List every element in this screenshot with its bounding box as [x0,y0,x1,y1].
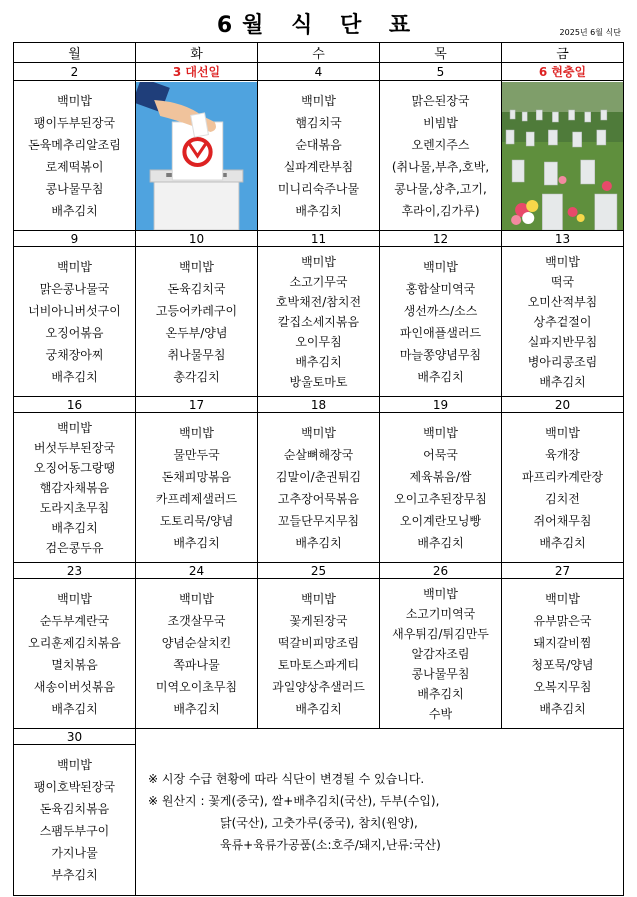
holiday-image-cell [136,81,258,231]
menu-item: 돈육메추리알조림 [28,137,121,152]
menu-item: 배추김치 [295,535,342,550]
menu-item: 백미밥 [301,591,336,606]
day-thu: 목 [380,43,502,63]
menu-item: 가지나물 [51,846,98,860]
menu-item: 백미밥 [423,586,458,601]
menu-item: 백미밥 [57,420,92,435]
menu-item: 조갯살무국 [167,613,226,628]
menu-item: 백미밥 [545,425,580,440]
menu-item: 백미밥 [57,259,92,274]
menu-item: 순살뼈해장국 [283,447,354,462]
menu-item: 마늘쫑양념무침 [399,347,482,362]
menu-item: 팽이호박된장국 [33,780,116,794]
menu-item: 백미밥 [545,254,580,269]
menu-item: 방울토마토 [289,374,348,389]
menu-item: 제육볶음/쌈 [409,469,472,484]
menu-item: 양념순살치킨 [161,635,232,650]
menu-cell [14,247,136,397]
note-line: 닭(국산), 고춧가루(중국), 참치(원양), [220,816,418,830]
date-cell-mon: 2 [14,63,136,81]
date-cell-tue: 17 [136,397,258,413]
date-cell-wed: 18 [258,397,380,413]
date-cell-tue: 3 대선일 [136,63,258,81]
page-title: 6월 식 단 표 [216,13,421,38]
menu-item: 순대볶음 [295,137,342,152]
menu-item: 햄김치국 [295,115,342,130]
menu-item: 오징어동그랑땡 [33,460,116,475]
election-vote-image [136,82,257,230]
menu-item: 맑은콩나물국 [39,281,110,296]
menu-item: 미니리숙주나물 [277,181,360,196]
date-cell-thu: 19 [380,397,502,413]
note-line: 육류+육류가공품(소:호주/돼지,난류:국산) [220,838,441,852]
menu-item: 오이고추된장무침 [394,491,487,506]
menu-cell [14,745,136,896]
menu-item: 병아리콩조림 [527,354,598,369]
menu-item: 배추김치 [539,535,586,550]
menu-item: 콩나물,상추,고기, [394,181,487,196]
menu-cell [502,247,624,397]
menu-item: 물만두국 [173,447,220,462]
menu-item: 홍합살미역국 [405,281,476,296]
menu-item: 배추김치 [539,374,586,389]
date-row [14,729,624,745]
menu-cell [502,413,624,563]
menu-row [14,81,624,231]
notes-cell [136,729,624,896]
menu-item: 상추겉절이 [533,314,592,329]
menu-cell [258,81,380,231]
menu-cell [258,579,380,729]
date-cell-wed: 4 [258,63,380,81]
menu-item: 배추김치 [51,520,98,535]
menu-cell [14,579,136,729]
menu-item: 배추김치 [417,369,464,384]
menu-item: 돼지갈비찜 [533,635,592,650]
date-cell-fri: 20 [502,397,624,413]
meal-table [13,42,624,896]
menu-item: 백미밥 [545,591,580,606]
page-subtitle: 2025년 6월 식단 [559,28,621,37]
menu-item: 고추장어묵볶음 [277,491,360,506]
menu-item: 실파지반무침 [527,334,598,349]
menu-item: 백미밥 [57,93,92,108]
menu-item: 배추김치 [51,701,98,716]
menu-item: 백미밥 [301,93,336,108]
menu-item: 쥐어채무침 [533,513,592,528]
menu-item: 오이무침 [295,334,342,349]
menu-item: 오이계란모닝빵 [399,513,482,528]
menu-item: 새우튀김/튀김만두 [392,626,489,641]
day-wed: 수 [258,43,380,63]
menu-item: 배추김치 [417,686,464,701]
day-tue: 화 [136,43,258,63]
date-cell-tue: 24 [136,563,258,579]
menu-item: 호박채전/참치전 [275,294,362,309]
menu-item: 백미밥 [57,591,92,606]
menu-cell [136,413,258,563]
menu-item: 배추김치 [173,701,220,716]
menu-cell [380,81,502,231]
menu-item: 버섯두부된장국 [33,440,116,455]
date-cell-thu: 5 [380,63,502,81]
menu-item: 백미밥 [423,425,458,440]
menu-item: 백미밥 [301,425,336,440]
menu-item: 백미밥 [301,254,336,269]
date-row [14,397,624,413]
menu-item: 떡갈비피망조림 [277,635,360,650]
menu-item: 소고기미역국 [405,606,476,621]
menu-cell [258,413,380,563]
note-line: ※ 시장 수급 현황에 따라 식단이 변경될 수 있습니다. [148,772,425,786]
menu-item: (취나물,부추,호박, [391,159,490,174]
menu-item: 배추김치 [51,203,98,218]
menu-item: 파인애플샐러드 [399,325,482,340]
menu-item: 온두부/양념 [165,325,228,340]
day-fri: 금 [502,43,624,63]
memorial-cemetery-image [502,82,623,230]
menu-item: 배추김치 [417,535,464,550]
menu-item: 배추김치 [173,535,220,550]
date-cell-mon: 9 [14,231,136,247]
menu-item: 돈채피망볶음 [161,469,232,484]
date-cell-mon: 30 [14,729,136,745]
menu-cell [14,413,136,563]
menu-item: 미역오이초무침 [155,679,238,694]
day-mon: 월 [14,43,136,63]
menu-item: 파프리카계란장 [521,469,604,484]
menu-item: 육개장 [545,447,580,462]
menu-cell [380,247,502,397]
menu-item: 수박 [428,706,453,721]
date-cell-fri: 6 현충일 [502,63,624,81]
menu-item: 새송이버섯볶음 [33,679,116,694]
menu-item: 오미산적부침 [527,294,598,309]
menu-item: 비빔밥 [423,115,458,130]
date-cell-thu: 26 [380,563,502,579]
menu-item: 생선까스/소스 [403,303,478,318]
menu-cell [502,579,624,729]
menu-item: 배추김치 [51,369,98,384]
holiday-image-cell [502,81,624,231]
menu-item: 소고기무국 [289,274,348,289]
menu-item: 팽이두부된장국 [33,115,116,130]
date-row [14,63,624,81]
menu-item: 떡국 [550,274,575,289]
date-cell-wed: 25 [258,563,380,579]
date-cell-fri: 27 [502,563,624,579]
menu-row [14,579,624,729]
date-cell-wed: 11 [258,231,380,247]
menu-item: 오복지무침 [533,679,592,694]
date-cell-mon: 23 [14,563,136,579]
menu-item: 오리훈제김치볶음 [28,635,121,650]
menu-item: 검은콩두유 [45,540,104,555]
menu-item: 꽃게된장국 [289,613,348,628]
date-row [14,563,624,579]
menu-item: 토마토스파게티 [277,657,360,672]
menu-item: 콩나물무침 [411,666,470,681]
menu-item: 고등어카레구이 [155,303,238,318]
menu-item: 궁채장아찌 [45,347,104,362]
menu-item: 김말이/춘권튀김 [275,469,362,484]
menu-item: 과일양상추샐러드 [272,679,365,694]
menu-item: 백미밥 [179,591,214,606]
menu-item: 배추김치 [295,701,342,716]
date-cell-thu: 12 [380,231,502,247]
menu-item: 오렌지주스 [411,137,470,152]
menu-item: 돈육김치국 [167,281,226,296]
menu-item: 꼬들단무지무침 [277,513,360,528]
date-cell-mon: 16 [14,397,136,413]
menu-item: 햄감자채볶음 [39,480,110,495]
date-cell-fri: 13 [502,231,624,247]
menu-item: 너비아니버섯구이 [28,303,121,318]
menu-item: 백미밥 [423,259,458,274]
menu-item: 돈육김치볶음 [39,802,110,816]
note-line: ※ 원산지 : 꽃게(중국), 쌀+배추김치(국산), 두부(수입), [148,794,440,808]
menu-item: 백미밥 [179,259,214,274]
menu-row [14,413,624,563]
menu-item: 어묵국 [423,447,458,462]
menu-item: 멸치볶음 [51,657,98,672]
menu-item: 칼집소세지볶음 [277,314,360,329]
menu-item: 오징어볶음 [45,325,104,340]
menu-item: 도토리묵/양념 [159,513,234,528]
menu-item: 알감자조림 [411,646,470,661]
menu-item: 순두부계란국 [39,613,110,628]
menu-cell [14,81,136,231]
menu-item: 총각김치 [173,369,220,384]
menu-item: 실파계란부침 [283,159,354,174]
date-row [14,231,624,247]
menu-item: 김치전 [545,491,580,506]
menu-item: 도라지초무침 [39,500,110,515]
menu-cell [136,247,258,397]
menu-item: 백미밥 [57,758,92,772]
menu-item: 청포묵/양념 [531,657,594,672]
day-header-row [14,43,624,63]
menu-item: 배추김치 [539,701,586,716]
menu-item: 후라이,김가루) [401,203,480,218]
date-cell-tue: 10 [136,231,258,247]
menu-row [14,247,624,397]
menu-item: 취나물무침 [167,347,226,362]
menu-item: 백미밥 [179,425,214,440]
menu-item: 맑은된장국 [411,93,470,108]
menu-item: 카프레제샐러드 [155,491,238,506]
menu-item: 배추김치 [295,354,342,369]
menu-item: 쪽파나물 [173,657,220,672]
menu-item: 콩나물무침 [45,181,104,196]
menu-item: 로제떡볶이 [45,159,104,174]
menu-item: 스팸두부구이 [39,824,110,838]
menu-cell [136,579,258,729]
menu-item: 부추김치 [51,868,98,882]
menu-item: 유부맑은국 [533,613,592,628]
menu-cell [380,579,502,729]
menu-cell [258,247,380,397]
menu-item: 배추김치 [295,203,342,218]
menu-cell [380,413,502,563]
